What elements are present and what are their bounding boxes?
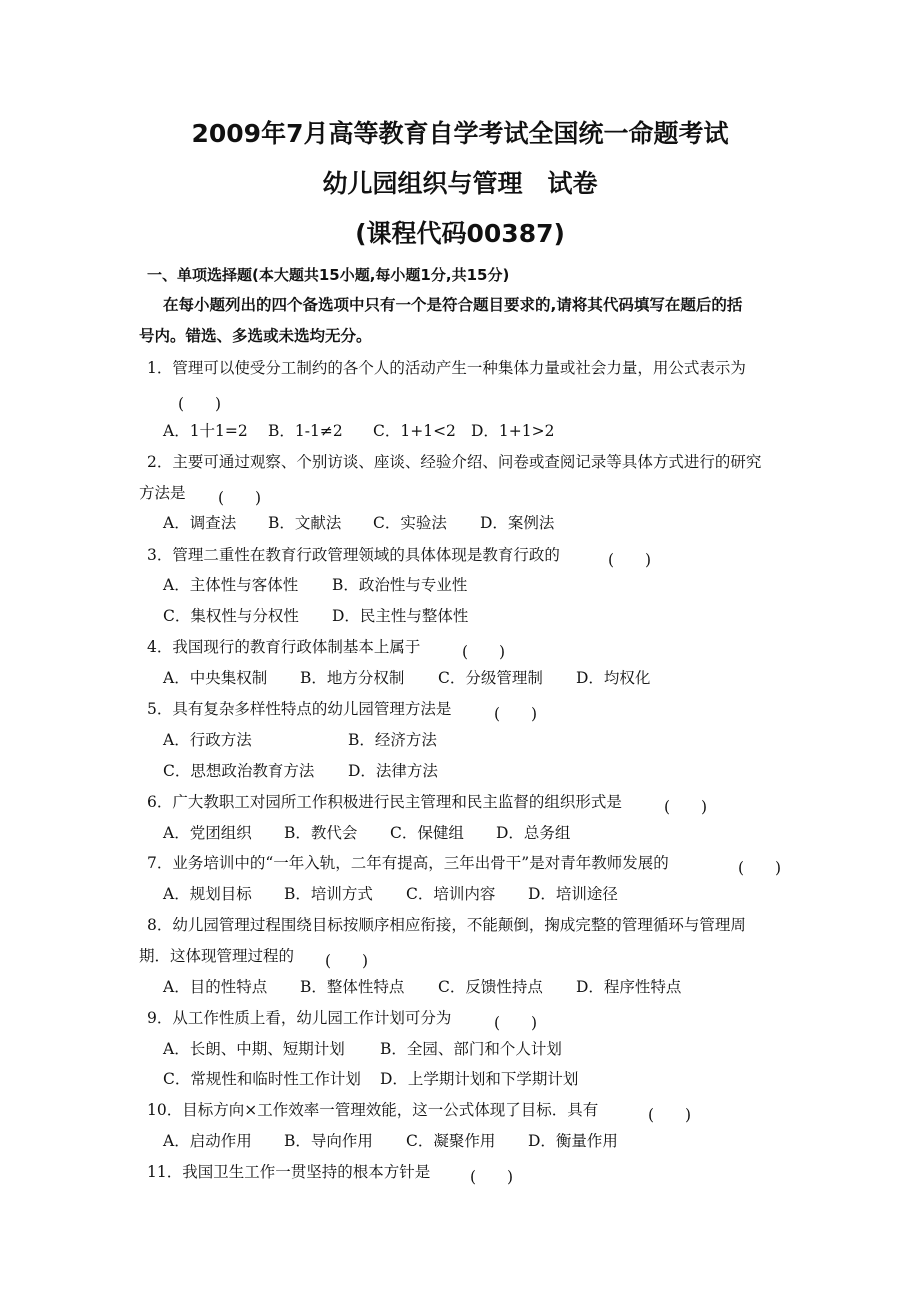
question-10-option-b: B．导向作用 [284,1132,373,1150]
question-9-answer-blank: ( ) [494,1014,538,1032]
question-4-stem: 4．我国现行的教育行政体制基本上属于 [147,638,421,656]
question-2-option-a: A．调查法 [163,514,237,532]
question-8-option-d: D．程序性特点 [576,978,682,996]
question-6-answer-blank: ( ) [664,798,708,816]
question-1-option-a: A．1十1=2 [163,422,248,440]
instructions-line-1: 在每小题列出的四个备选项中只有一个是符合题目要求的,请将其代码填写在题后的括 [163,296,743,314]
question-3-stem: 3．管理二重性在教育行政管理领域的具体体现是教育行政的 [147,546,560,564]
question-5-option-c: C．思想政治教育方法 [163,762,315,780]
question-10-option-a: A．启动作用 [163,1132,252,1150]
question-6-option-d: D．总务组 [496,824,571,842]
question-5-option-d: D．法律方法 [348,762,438,780]
question-8-option-a: A．目的性特点 [163,978,268,996]
question-4-option-a: A．中央集权制 [163,669,268,687]
question-2-option-c: C．实验法 [373,514,447,532]
question-8-option-c: C．反馈性持点 [438,978,543,996]
question-3-option-c: C．集权性与分权性 [163,607,299,625]
question-7-stem: 7．业务培训中的“一年入轨，二年有提高，三年出骨干”是对青年教师发展的 [147,854,669,872]
question-6-stem: 6．广大教职工对园所工作积极进行民主管理和民主监督的组织形式是 [147,793,622,811]
question-10-option-d: D．衡量作用 [528,1132,618,1150]
question-1-stem: 1．管理可以使受分工制约的各个人的活动产生一种集体力量或社会力量，用公式表示为 [147,359,746,377]
question-1-option-d: D．1+1>2 [471,422,555,440]
question-9-option-a: A．长朗、中期、短期计划 [163,1040,345,1058]
question-3-option-a: A．主体性与客体性 [163,576,299,594]
question-3-option-d: D．民主性与整体性 [332,607,469,625]
question-8-option-b: B．整体性特点 [300,978,405,996]
question-8-stem-cont: 期．这体现管理过程的 [139,947,295,965]
question-3-answer-blank: ( ) [608,551,652,569]
question-9-option-b: B．全园、部门和个人计划 [380,1040,562,1058]
question-11-stem: 11．我国卫生工作一贯坚持的根本方针是 [147,1163,431,1181]
question-2-option-d: D．案例法 [480,514,555,532]
question-7-option-d: D．培训途径 [528,885,618,903]
question-5-stem: 5．具有复杂多样性特点的幼儿园管理方法是 [147,700,452,718]
question-5-option-a: A．行政方法 [163,731,252,749]
question-2-answer-blank: ( ) [218,489,262,507]
question-4-answer-blank: ( ) [462,643,506,661]
exam-title: 2009年7月高等教育自学考试全国统一命题考试 [191,119,729,148]
question-8-stem: 8．幼儿园管理过程围绕目标按顺序相应衔接，不能颠倒，掬成完整的管理循环与管理周 [147,916,746,934]
question-6-option-b: B．教代会 [284,824,358,842]
instructions-line-2: 号内。错选、多选或未选均无分。 [139,327,372,345]
question-5-answer-blank: ( ) [494,705,538,723]
question-6-option-c: C．保健组 [390,824,464,842]
question-7-option-a: A．规划目标 [163,885,252,903]
question-10-stem: 10．目标方向×工作效率一管理效能，这一公式体现了目标．具有 [147,1101,599,1119]
question-9-option-d: D．上学期计划和下学期计划 [380,1070,579,1088]
question-10-option-c: C．凝聚作用 [406,1132,496,1150]
question-10-answer-blank: ( ) [648,1106,692,1124]
question-7-option-b: B．培训方式 [284,885,373,903]
question-8-answer-blank: ( ) [325,952,369,970]
question-11-answer-blank: ( ) [470,1168,514,1186]
question-7-option-c: C．培训内容 [406,885,496,903]
question-5-option-b: B．经济方法 [348,731,437,749]
question-4-option-d: D．均权化 [576,669,651,687]
question-4-option-b: B．地方分权制 [300,669,405,687]
question-2-stem-cont: 方法是 [139,484,186,502]
subject-title: 幼儿园组织与管理 试卷 [322,169,598,198]
question-2-option-b: B．文献法 [268,514,342,532]
course-code: (课程代码00387) [355,219,565,248]
question-1-option-b: B．1-1≠2 [268,422,343,440]
question-1-option-c: C．1+1<2 [373,422,456,440]
question-6-option-a: A．党团组织 [163,824,252,842]
question-9-stem: 9．从工作性质上看，幼儿园工作计划可分为 [147,1009,452,1027]
question-3-option-b: B．政治性与专业性 [332,576,468,594]
question-2-stem: 2．主要可通过观察、个别访谈、座谈、经验介绍、问卷或查阅记录等具体方式进行的研究 [147,453,762,471]
question-7-answer-blank: ( ) [738,859,782,877]
question-4-option-c: C．分级管理制 [438,669,543,687]
question-1-answer-blank: ( ) [178,395,222,413]
section-heading: 一、单项选择题(本大题共15小题,每小题1分,共15分) [147,266,510,284]
question-9-option-c: C．常规性和临时性工作计划 [163,1070,361,1088]
